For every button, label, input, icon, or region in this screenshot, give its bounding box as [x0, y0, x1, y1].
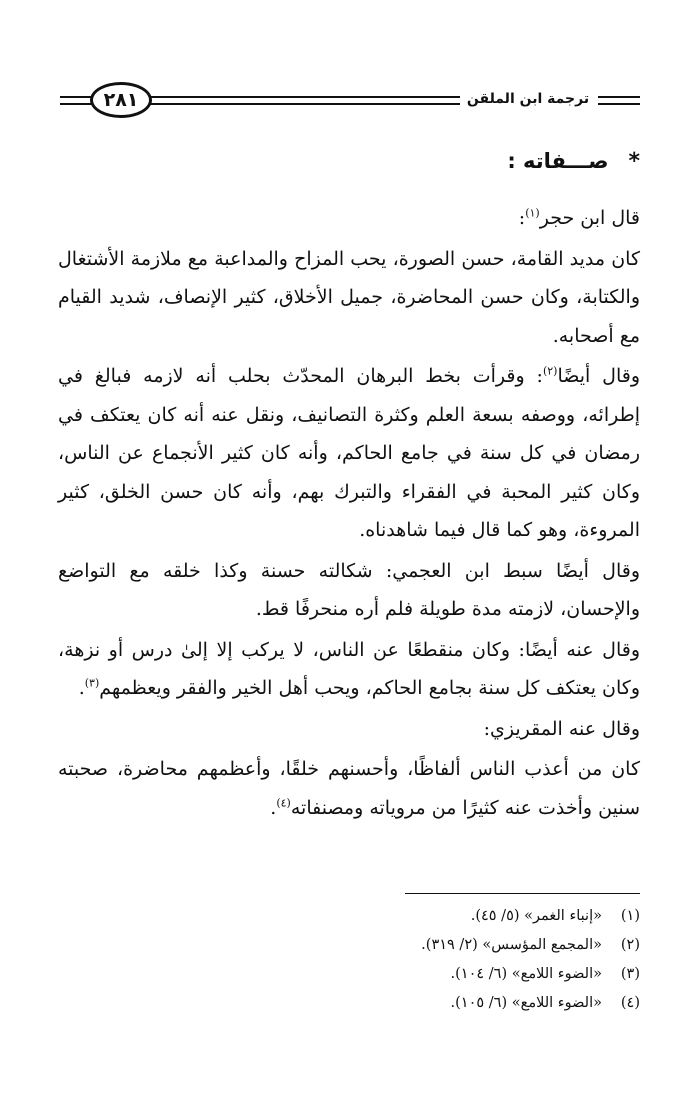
- footnote-ref-1: (١): [525, 206, 540, 220]
- footnote-item: [300, 931, 640, 960]
- header-rule-left-top: [60, 96, 92, 98]
- footnote-number: (١): [620, 908, 640, 924]
- paragraph-punct: .: [270, 796, 277, 819]
- footnote-item: [300, 902, 640, 931]
- paragraph-text: كان من أعذب الناس ألفاظًا، وأحسنهم خلقًا، وأعظمهم محاضرة، صحبته سنين وأخذت عنه كثيرًا من مروياته ومصنفاته: [58, 758, 640, 819]
- section-heading: [58, 146, 640, 177]
- paragraph-text: وقال عنه أيضًا: وكان منقطعًا عن الناس، لا يركب إلا إلىٰ درس أو نزهة، وكان يعتكف كل سنة بجامع الحاكم، ويحب أهل الخير والفقر ويعظمهم: [58, 638, 640, 699]
- paragraph-text: قال ابن حجر: [539, 207, 640, 229]
- footnote-text: «المجمع المؤسس» (٢/ ٣١٩).: [421, 937, 602, 953]
- paragraph-munqati: [58, 631, 640, 708]
- section-heading-text: صـــفاته :: [507, 149, 609, 173]
- asterisk-icon: *: [628, 149, 640, 174]
- footnote-item: [300, 960, 640, 989]
- footnote-number: (٢): [620, 937, 640, 953]
- footnote-ref-2: (٢): [542, 364, 558, 378]
- page-header: [0, 0, 698, 140]
- footnote-separator: [405, 893, 640, 894]
- header-rule-middle-bottom: [150, 103, 460, 105]
- paragraph-text: كان مديد القامة، حسن الصورة، يحب المزاح والمداعبة مع ملازمة الأشتغال والكتابة، وكان حسن المحاضرة، جميل الأخلاق، كثير الإنصاف، شديد القيام مع أصحابه.: [58, 247, 640, 347]
- paragraph-punct: :: [518, 207, 526, 229]
- footnote-text: «الضوء اللامع» (٦/ ١٠٤).: [450, 966, 602, 982]
- paragraph-sibt-ibn-ajami: [58, 552, 640, 629]
- header-rule-right-bottom: [598, 103, 640, 105]
- footnote-ref-3: (٣): [84, 676, 100, 690]
- header-rule-right-top: [598, 96, 640, 98]
- header-rule-left-bottom: [60, 103, 92, 105]
- paragraph-maqrizi-intro: [58, 710, 640, 749]
- footnote-ref-4: (٤): [276, 796, 291, 810]
- footnotes: [300, 902, 640, 1018]
- page-number: ٢٨١: [90, 82, 152, 118]
- footnote-number: (٤): [620, 995, 640, 1011]
- paragraph-text: وقال أيضًا سبط ابن العجمي: شكالته حسنة وكذا خلقه مع التواضع والإحسان، لازمته مدة طويلة فلم أره منحرفًا قط.: [58, 559, 640, 620]
- header-rule-middle-top: [150, 96, 460, 98]
- paragraph-punct: .: [78, 677, 85, 699]
- paragraph-ibn-hajar-intro: [58, 199, 640, 238]
- page-body: [58, 140, 640, 827]
- footnote-item: [300, 989, 640, 1018]
- paragraph-description: [58, 240, 640, 356]
- running-title: ترجمة ابن الملقن: [466, 91, 590, 107]
- footnote-text: «إنباء الغمر» (٥/ ٤٥).: [470, 908, 602, 924]
- footnote-number: (٣): [620, 966, 640, 982]
- paragraph-text: وقال عنه المقريزي:: [483, 717, 640, 740]
- paragraph-text: : وقرأت بخط البرهان المحدّث بحلب أنه لازمه فبالغ في إطرائه، ووصفه بسعة العلم وكثرة التصانيف، ونقل عنه أنه كان يعتكف في رمضان في كل سنة في جامع الحاكم، وأنه كان كثير الأنجماع عن الناس، وكان كثير المحبة في الفقراء والتبرك بهم، وأنه كان حسن الخلق، كثير المروءة، وهو كما قال فيما شاهدناه.: [58, 365, 640, 541]
- footnote-text: «الضوء اللامع» (٦/ ١٠٥).: [450, 995, 602, 1011]
- paragraph-maqrizi-quote: [58, 750, 640, 827]
- paragraph-lead: وقال أيضًا: [557, 365, 640, 387]
- paragraph-burhan: [58, 357, 640, 550]
